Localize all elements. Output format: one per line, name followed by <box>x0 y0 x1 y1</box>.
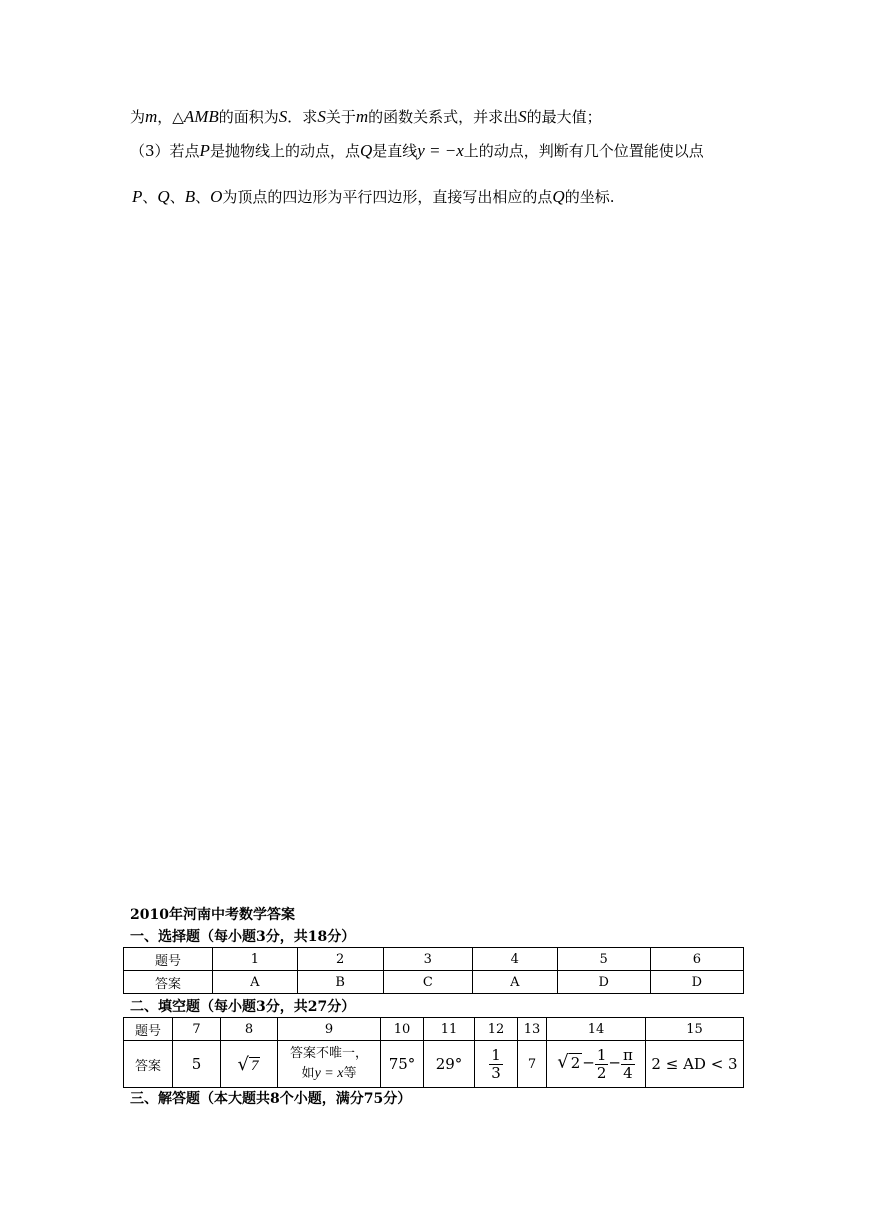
text: 为 <box>130 108 146 126</box>
answer-cell: D <box>557 971 650 994</box>
text: 上的动点，判断有几个位置能使以点 <box>463 142 704 160</box>
math-var: P <box>199 141 210 160</box>
table-row <box>124 971 744 994</box>
question-number-cell: 10 <box>381 1018 424 1041</box>
table-row <box>124 1041 744 1088</box>
question-number-cell: 12 <box>475 1018 518 1041</box>
table-row <box>124 948 744 971</box>
numerator: π <box>622 1046 633 1064</box>
text: 、 <box>169 188 185 206</box>
answer-8-radicand: 7 <box>250 1057 259 1074</box>
answer-cell <box>646 1041 744 1088</box>
answer-12-fraction <box>489 1047 503 1081</box>
minus-sign: − <box>582 1053 595 1072</box>
answer-9-line-2 <box>278 1063 380 1084</box>
question-number-cell: 4 <box>472 948 557 971</box>
text: ．求 <box>287 108 318 126</box>
denominator: 4 <box>623 1063 633 1082</box>
math-var: S <box>317 107 326 126</box>
answer-cell <box>381 1041 424 1088</box>
answer-cell: A <box>213 971 298 994</box>
numerator: 1 <box>596 1046 607 1064</box>
answer-14-fraction-1 <box>595 1047 609 1081</box>
math-var: m <box>355 107 369 126</box>
answer-cell <box>475 1041 518 1088</box>
section2-heading: 二、填空题（每小题3分，共27分） <box>130 999 356 1015</box>
question-number-cell: 14 <box>547 1018 646 1041</box>
math-expr: y = −x <box>417 141 464 160</box>
text: 是抛物线上的动点，点 <box>209 142 360 160</box>
answer-cell <box>547 1041 646 1088</box>
multiple-choice-answer-table <box>123 947 744 994</box>
math-var: P <box>132 187 143 206</box>
answer-11: 29° <box>435 1055 463 1073</box>
minus-sign: − <box>608 1053 621 1072</box>
text: 、 <box>195 188 211 206</box>
text: 为顶点的四边形为平行四边形，直接写出相应的点 <box>222 188 553 206</box>
text: 的函数关系式，并求出 <box>368 108 519 126</box>
math-var: B <box>184 187 196 206</box>
fill-in-answer-table <box>123 1017 744 1088</box>
math-var: Q <box>552 187 565 206</box>
answer-cell <box>518 1041 547 1088</box>
text: ，△ <box>157 108 184 126</box>
question-number-cell: 7 <box>173 1018 221 1041</box>
math-var: S <box>518 107 527 126</box>
math-var: Q <box>359 141 373 160</box>
answer-13: 7 <box>527 1056 537 1072</box>
question-number-cell: 13 <box>518 1018 547 1041</box>
answer-9-line-1: 答案不唯一， <box>289 1045 368 1061</box>
answer-cell <box>424 1041 475 1088</box>
text: （3）若点 <box>130 142 200 160</box>
section3-heading: 三、解答题（本大题共8个小题，满分75分） <box>130 1091 412 1107</box>
answer-cell: C <box>383 971 472 994</box>
table-row <box>124 1018 744 1041</box>
problem-line-2 <box>130 140 704 161</box>
question-number-cell: 2 <box>297 948 383 971</box>
text: 、 <box>142 188 158 206</box>
header-label-cell: 题号 <box>124 1018 173 1041</box>
header-label-cell: 题号 <box>124 948 213 971</box>
answer-cell <box>278 1041 381 1088</box>
denominator: 2 <box>596 1063 607 1082</box>
answer-7: 5 <box>191 1055 202 1073</box>
sqrt-icon: √ <box>237 1053 249 1075</box>
answer-10: 75° <box>388 1055 416 1073</box>
section1-heading: 一、选择题（每小题3分，共18分） <box>130 929 356 945</box>
math-var: S <box>278 107 288 126</box>
question-number-cell: 6 <box>650 948 743 971</box>
math-expr: y = x <box>314 1066 344 1082</box>
text: 的坐标. <box>564 188 615 206</box>
sqrt-icon: √ <box>557 1051 569 1073</box>
text: 如 <box>301 1066 315 1082</box>
math-var: m <box>145 107 158 126</box>
answer-15: 2 ≤ AD < 3 <box>651 1055 738 1073</box>
question-number-cell: 1 <box>213 948 298 971</box>
question-number-cell: 15 <box>646 1018 744 1041</box>
question-number-cell: 8 <box>221 1018 278 1041</box>
math-var: Q <box>157 187 170 206</box>
problem-line-3 <box>132 186 614 207</box>
text: 关于 <box>325 108 356 126</box>
answer-cell: A <box>472 971 557 994</box>
answer-cell <box>173 1041 221 1088</box>
numerator: 1 <box>491 1046 501 1064</box>
answer-cell: B <box>297 971 383 994</box>
text: 的最大值； <box>526 108 602 126</box>
question-number-cell: 5 <box>557 948 650 971</box>
answer-cell: D <box>650 971 743 994</box>
question-number-cell: 9 <box>278 1018 381 1041</box>
text: 等 <box>343 1066 357 1082</box>
denominator: 3 <box>491 1063 501 1082</box>
problem-line-1 <box>130 106 602 127</box>
text: 是直线 <box>372 142 418 160</box>
answer-14-fraction-2 <box>621 1047 635 1081</box>
answer-label-cell: 答案 <box>124 971 213 994</box>
answer-cell <box>221 1041 278 1088</box>
text: 的面积为 <box>218 108 279 126</box>
math-var: AMB <box>183 107 219 126</box>
answer-14-radicand: 2 <box>570 1053 581 1072</box>
math-var: O <box>210 187 223 206</box>
question-number-cell: 11 <box>424 1018 475 1041</box>
question-number-cell: 3 <box>383 948 472 971</box>
answer-label-cell: 答案 <box>124 1041 173 1088</box>
answers-title: 2010年河南中考数学答案 <box>130 907 295 923</box>
